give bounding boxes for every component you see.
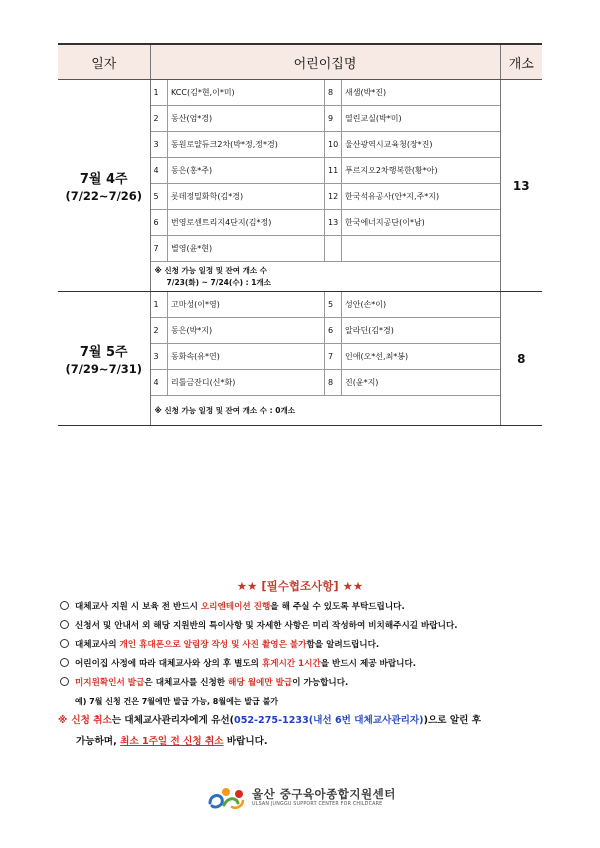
center-logo — [206, 783, 406, 813]
bullet-circle-icon — [60, 639, 69, 648]
notice-title — [0, 578, 600, 594]
daycare-name: 새샘(박*진) — [342, 80, 500, 106]
item-number: 5 — [151, 184, 168, 210]
week-range: (7/29~7/31) — [65, 362, 143, 376]
availability-note — [151, 396, 500, 426]
item-number: 7 — [151, 236, 168, 262]
notice-item — [60, 674, 560, 693]
cancel-notice — [58, 710, 558, 752]
item-number: 3 — [151, 344, 168, 370]
item-number: 6 — [325, 318, 342, 344]
daycare-name: 열린교실(박*미) — [342, 106, 500, 132]
cancel-deadline: 최소 1주일 전 신청 취소 — [120, 736, 224, 747]
bullet-circle-icon — [60, 658, 69, 667]
daycare-name: 롯데정밀화학(김*경) — [168, 184, 325, 210]
notice-highlight: 미지원확인서 발급 — [75, 678, 145, 688]
list-item — [151, 106, 500, 132]
daycare-name: 고마성(이*영) — [168, 292, 325, 318]
schedule-table — [58, 43, 542, 426]
list-item — [151, 158, 500, 184]
list-item — [151, 80, 500, 106]
daycare-list — [151, 292, 500, 425]
cancel-text: 바랍니다. — [223, 736, 268, 747]
daycare-name: 동은(박*지) — [168, 318, 325, 344]
notice-text: 어린이집 사정에 따라 대체교사와 상의 후 별도의 — [75, 659, 262, 669]
star-icon: ★★ — [342, 579, 364, 593]
daycare-list-cell — [150, 80, 500, 292]
list-item — [151, 210, 500, 236]
note-line: ※ 신청 가능 일정 및 잔여 개소 수 : 0개소 — [154, 405, 295, 415]
item-number: 10 — [325, 132, 342, 158]
item-number: 1 — [151, 80, 168, 106]
notice-item — [60, 598, 560, 617]
list-item — [151, 184, 500, 210]
cancel-line-1 — [58, 710, 558, 731]
notice-example: 예) 7월 신청 건은 7월에만 발급 가능, 8월에는 발급 불가 — [75, 697, 279, 706]
item-number: 11 — [325, 158, 342, 184]
list-item — [151, 370, 500, 396]
note-line: ※ 신청 가능 일정 및 잔여 개소 수 — [154, 265, 268, 275]
week-count: 8 — [500, 292, 542, 426]
item-number: 8 — [325, 80, 342, 106]
item-number: 13 — [325, 210, 342, 236]
daycare-name: 동은(홍*주) — [168, 158, 325, 184]
notice-text: 을 해 주실 수 있도록 부탁드립니다. — [270, 602, 405, 612]
note-line: 7/23(화) ~ 7/24(수) : 1개소 — [166, 277, 271, 287]
header-count: 개소 — [500, 44, 542, 80]
item-number — [325, 236, 342, 262]
daycare-name: 리틀금잔디(신*화) — [168, 370, 325, 396]
item-number: 5 — [325, 292, 342, 318]
week-row — [58, 292, 542, 426]
item-number: 4 — [151, 158, 168, 184]
availability-note-text — [151, 262, 500, 292]
availability-note — [151, 262, 500, 292]
list-item — [151, 344, 500, 370]
daycare-name: 인애(오*선,최*봉) — [342, 344, 500, 370]
notice-text: 을 반드시 제공 바랍니다. — [320, 659, 417, 669]
cancel-line-2 — [58, 731, 558, 752]
notice-title-text: [필수협조사항] — [261, 579, 339, 593]
week-date-cell — [58, 292, 150, 426]
cancel-text: 가능하며, — [76, 736, 121, 747]
daycare-name: 진(윤*지) — [342, 370, 500, 396]
availability-note-text — [151, 396, 500, 426]
center-name-english: ULSAN JUNGGU SUPPORT CENTER FOR CHILDCARE — [252, 802, 383, 807]
notice-item — [60, 655, 560, 674]
item-number: 1 — [151, 292, 168, 318]
daycare-list-cell — [150, 292, 500, 426]
notice-item — [60, 636, 560, 655]
header-name: 어린이집명 — [150, 44, 500, 80]
notice-list — [60, 598, 560, 711]
list-item — [151, 132, 500, 158]
notice-text: 이 가능합니다. — [292, 678, 349, 688]
notice-text: 신청서 및 안내서 외 해당 지원반의 특이사항 및 자세한 사항은 미리 작성하여 비치해주시길 바랍니다. — [75, 621, 458, 631]
daycare-list — [151, 80, 500, 291]
reference-mark-icon: ※ — [58, 715, 68, 726]
list-item — [151, 236, 500, 262]
item-number: 9 — [325, 106, 342, 132]
center-name-korean: 울산 중구육아종합지원센터 — [252, 787, 396, 801]
daycare-name: 동산(엄*경) — [168, 106, 325, 132]
cancel-highlight: 신청 취소 — [71, 715, 112, 726]
item-number: 4 — [151, 370, 168, 396]
item-number: 3 — [151, 132, 168, 158]
item-number: 2 — [151, 318, 168, 344]
cancel-text: )으로 알린 후 — [423, 715, 481, 726]
item-number: 7 — [325, 344, 342, 370]
contact-phone: 052-275-1233(내선 6번 대체교사관리자) — [234, 715, 424, 726]
item-number: 12 — [325, 184, 342, 210]
item-number: 2 — [151, 106, 168, 132]
daycare-name: 번영로센트리지4단지(김*정) — [168, 210, 325, 236]
week-label: 7월 5주 — [79, 345, 128, 360]
daycare-name: 별영(윤*현) — [168, 236, 325, 262]
notice-text: 대체교사의 — [75, 640, 120, 650]
bullet-circle-icon — [60, 677, 69, 686]
daycare-name: 성안(손*이) — [342, 292, 500, 318]
star-icon: ★★ — [236, 579, 258, 593]
week-date-cell — [58, 80, 150, 292]
bullet-circle-icon — [60, 601, 69, 610]
notice-text: 대체교사 지원 시 보육 전 반드시 — [75, 602, 201, 612]
week-row — [58, 80, 542, 292]
notice-highlight: 오리엔테이션 진행 — [200, 602, 271, 612]
notice-highlight: 개인 휴대폰으로 알림장 작성 및 사진 촬영은 불가 — [119, 640, 307, 650]
week-range: (7/22~7/26) — [65, 189, 143, 203]
cancel-text: 는 대체교사관리자에게 유선( — [111, 715, 235, 726]
list-item — [151, 318, 500, 344]
daycare-name — [342, 236, 500, 262]
daycare-name: 동화속(유*연) — [168, 344, 325, 370]
daycare-name: 푸르지오2차행복한(황*아) — [342, 158, 500, 184]
notice-highlight: 휴게시간 1시간 — [261, 659, 321, 669]
notice-highlight: 해당 월에만 발급 — [228, 678, 293, 688]
notice-text: 은 대체교사를 신청한 — [144, 678, 229, 688]
item-number: 8 — [325, 370, 342, 396]
daycare-name: 동원로얄듀크2차(박*정,정*경) — [168, 132, 325, 158]
notice-text: 함을 알려드립니다. — [306, 640, 380, 650]
daycare-name: KCC(김*현,이*미) — [168, 80, 325, 106]
daycare-name: 울산광역시교육청(장*진) — [342, 132, 500, 158]
center-logo-mark-icon — [206, 785, 246, 811]
item-number: 6 — [151, 210, 168, 236]
table-header-row — [58, 44, 542, 80]
bullet-circle-icon — [60, 620, 69, 629]
daycare-name: 한국에너지공단(이*남) — [342, 210, 500, 236]
week-label: 7월 4주 — [79, 172, 128, 187]
notice-item — [60, 617, 560, 636]
week-count: 13 — [500, 80, 542, 292]
daycare-name: 한국석유공사(안*지,주*지) — [342, 184, 500, 210]
daycare-name: 알라딘(김*경) — [342, 318, 500, 344]
list-item — [151, 292, 500, 318]
header-date: 일자 — [58, 44, 150, 80]
